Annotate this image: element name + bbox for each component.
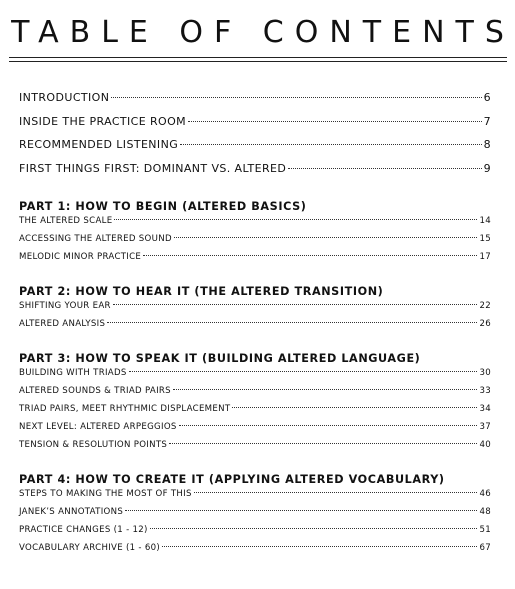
toc-entry[interactable]: [19, 386, 491, 404]
dot-leader: [150, 528, 478, 529]
dot-leader: [114, 219, 477, 220]
toc-entry-page: 6: [483, 91, 491, 104]
title-rule-bottom: [9, 61, 507, 62]
toc-entries: [19, 91, 491, 561]
dot-leader: [174, 237, 478, 238]
toc-entry-label: BUILDING WITH TRIADS: [19, 368, 127, 378]
toc-entry-page: 14: [479, 216, 491, 226]
dot-leader: [111, 97, 481, 98]
toc-entry-page: 26: [479, 319, 491, 329]
toc-entry-page: 48: [479, 507, 491, 517]
toc-entry-label: VOCABULARY ARCHIVE (1 - 60): [19, 543, 161, 553]
dot-leader: [113, 304, 478, 305]
toc-entry-label: RECOMMENDED LISTENING: [19, 138, 179, 151]
toc-entry-label: INTRODUCTION: [19, 91, 110, 104]
dot-leader: [179, 425, 478, 426]
toc-entry[interactable]: [19, 301, 491, 319]
toc-entry-label: TENSION & RESOLUTION POINTS: [19, 440, 168, 450]
toc-entry[interactable]: [19, 138, 491, 162]
dot-leader: [169, 443, 477, 444]
dot-leader: [232, 407, 477, 408]
dot-leader: [143, 255, 477, 256]
toc-entry[interactable]: [19, 404, 491, 422]
toc-entry[interactable]: [19, 234, 491, 252]
toc-entry-label: INSIDE THE PRACTICE ROOM: [19, 114, 187, 128]
toc-entry-label: STEPS TO MAKING THE MOST OF THIS: [19, 489, 192, 499]
toc-entry[interactable]: [19, 162, 491, 186]
part-1-heading: PART 1: HOW TO BEGIN (ALTERED BASICS): [19, 200, 307, 213]
toc-entry[interactable]: [19, 543, 491, 561]
dot-leader: [180, 144, 481, 145]
toc-entry-page: 30: [479, 368, 491, 378]
toc-entry-label: NEXT LEVEL: ALTERED ARPEGGIOS: [19, 422, 177, 432]
dot-leader: [129, 371, 478, 372]
toc-entry-label: ALTERED ANALYSIS: [19, 319, 106, 329]
toc-entry[interactable]: [19, 252, 491, 270]
toc-entry-page: 15: [479, 234, 491, 244]
toc-entry-label: FIRST THINGS FIRST: DOMINANT VS. ALTERED: [19, 161, 287, 175]
dot-leader: [188, 121, 482, 122]
toc-entry[interactable]: [19, 440, 491, 458]
part-3-heading: PART 3: HOW TO SPEAK IT (BUILDING ALTERED LANGUAGE): [19, 352, 421, 365]
toc-entry-page: 40: [479, 440, 491, 450]
toc-entry[interactable]: [19, 115, 491, 139]
dot-leader: [194, 492, 478, 493]
toc-entry-page: 22: [479, 301, 491, 311]
toc-entry-label: PRACTICE CHANGES (1 - 12): [19, 525, 148, 535]
toc-entry-page: 46: [479, 489, 491, 499]
toc-entry-page: 51: [479, 525, 491, 535]
toc-entry-page: 17: [479, 252, 491, 262]
toc-entry-label: THE ALTERED SCALE: [19, 216, 113, 226]
title-rule-top: [9, 57, 507, 58]
toc-entry-page: 34: [479, 404, 491, 414]
toc-entry-page: 8: [483, 138, 491, 151]
part-2-heading: PART 2: HOW TO HEAR IT (THE ALTERED TRANSITION): [19, 285, 384, 298]
toc-entry[interactable]: [19, 507, 491, 525]
toc-entry[interactable]: [19, 216, 491, 234]
toc-entry-page: 33: [479, 386, 491, 396]
toc-entry-page: 7: [483, 114, 491, 128]
toc-entry[interactable]: [19, 91, 491, 115]
toc-entry-label: ALTERED SOUNDS & TRIAD PAIRS: [19, 386, 171, 396]
dot-leader: [162, 546, 477, 547]
part-4-heading: PART 4: HOW TO CREATE IT (APPLYING ALTERED VOCABULARY): [19, 473, 445, 486]
toc-entry-page: 67: [479, 543, 491, 553]
toc-entry[interactable]: [19, 368, 491, 386]
dot-leader: [288, 168, 481, 169]
dot-leader: [125, 510, 477, 511]
toc-entry[interactable]: [19, 422, 491, 440]
toc-entry[interactable]: [19, 489, 491, 507]
toc-entry-page: 37: [479, 422, 491, 432]
page-title: TABLE OF CONTENTS: [11, 15, 515, 50]
dot-leader: [107, 322, 477, 323]
toc-entry-label: ACCESSING THE ALTERED SOUND: [19, 234, 172, 244]
toc-entry[interactable]: [19, 525, 491, 543]
toc-entry-label: JANEK’S ANNOTATIONS: [19, 507, 124, 517]
toc-entry-label: MELODIC MINOR PRACTICE: [19, 252, 142, 262]
dot-leader: [173, 389, 478, 390]
toc-entry[interactable]: [19, 319, 491, 337]
toc-entry-page: 9: [483, 161, 491, 175]
toc-entry-label: TRIAD PAIRS, MEET RHYTHMIC DISPLACEMENT: [19, 404, 231, 414]
toc-entry-label: SHIFTING YOUR EAR: [19, 301, 111, 311]
